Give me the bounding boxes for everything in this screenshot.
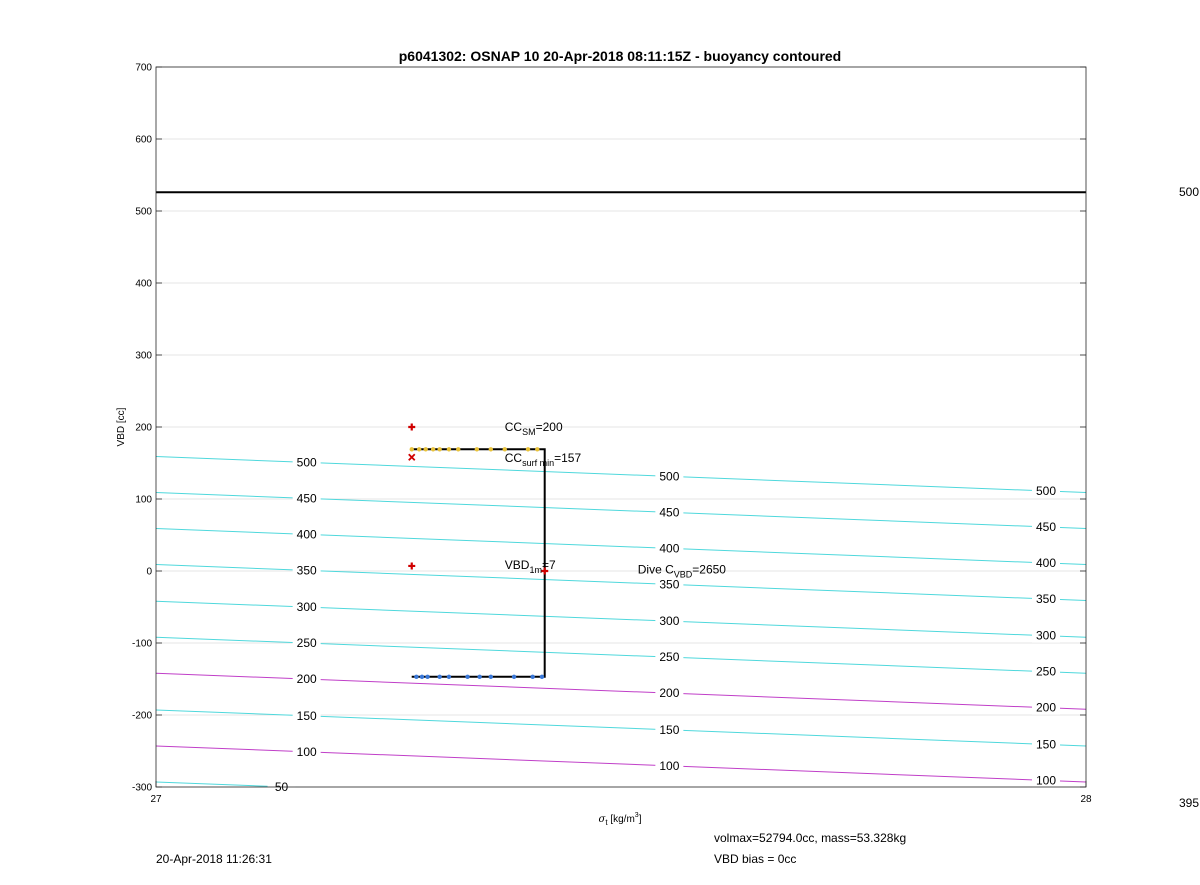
- contour-label: 100: [296, 744, 317, 759]
- contour-label: 450: [659, 505, 680, 520]
- y-tick-label: -300: [131, 782, 152, 794]
- y-tick-label: 600: [135, 134, 152, 146]
- x-axis-label: $\sigma_t$ $[kg/m^3]$: [598, 812, 642, 827]
- annotation-main: CC: [504, 450, 523, 465]
- contour-label: 250: [1035, 664, 1057, 679]
- contour-label: 200: [659, 686, 680, 701]
- contour-label: 50: [274, 779, 289, 794]
- surface-point: [526, 447, 530, 451]
- deep-point: [437, 675, 441, 679]
- contour-label: 350: [659, 577, 680, 592]
- y-tick-label: -200: [131, 710, 152, 722]
- x-tick-label: 28: [1080, 794, 1092, 805]
- contour-label: 300: [659, 614, 680, 629]
- contour-label: 400: [659, 541, 680, 556]
- contour-label: 200: [296, 672, 317, 687]
- annotations: [505, 420, 727, 580]
- deep-point: [530, 675, 534, 679]
- surface-point: [410, 447, 414, 451]
- deep-point: [489, 675, 493, 679]
- annotation: [505, 420, 563, 437]
- contour-label: 400: [1035, 555, 1057, 570]
- contour-label: 250: [296, 636, 317, 651]
- footer-volmax: volmax=52794.0cc, mass=53.328kg: [714, 831, 907, 845]
- deep-point: [414, 675, 418, 679]
- annotation: [505, 558, 556, 575]
- annotation-sub: SM: [522, 427, 536, 437]
- contour-label: 150: [296, 708, 317, 723]
- annotation-main: VBD: [504, 558, 530, 573]
- annotation-main: CC: [504, 420, 523, 434]
- y-tick-label: 200: [135, 422, 152, 434]
- contour-label: 350: [296, 563, 317, 578]
- surface-point: [475, 447, 479, 451]
- cross-marker: [409, 454, 415, 460]
- footer-bias: VBD bias = 0cc: [714, 852, 797, 866]
- y-tick-label: 400: [135, 278, 152, 290]
- surface-point: [431, 447, 435, 451]
- surface-point: [489, 447, 493, 451]
- deep-point: [477, 675, 481, 679]
- deep-point: [540, 675, 544, 679]
- annotation-value: =200: [535, 420, 563, 434]
- y-tick-label: -100: [131, 638, 152, 650]
- axes: [132, 63, 1092, 806]
- contour-label: 350: [1035, 591, 1057, 606]
- surface-point: [437, 447, 441, 451]
- contour-label: 500: [1035, 483, 1057, 498]
- annotation-sub: surf min: [522, 457, 555, 468]
- annotation-value: =157: [554, 450, 582, 465]
- surface-point: [456, 447, 460, 451]
- plus-marker: [408, 424, 415, 431]
- annotation: [638, 563, 727, 580]
- right-edge-label-bottom: 395: [1178, 796, 1199, 810]
- deep-point: [447, 675, 451, 679]
- contour-label: 250: [659, 650, 680, 665]
- x-tick-label: 27: [150, 794, 162, 805]
- contour-label: 500: [296, 455, 317, 470]
- contour-label: 400: [296, 527, 317, 542]
- surface-point: [535, 447, 539, 451]
- surface-point: [424, 447, 428, 451]
- annotation: [505, 451, 582, 468]
- annotation-sub: VBD: [673, 569, 693, 580]
- contour-label: 450: [296, 491, 317, 506]
- deep-point: [420, 675, 424, 679]
- y-tick-label: 300: [135, 350, 152, 362]
- surface-point: [447, 447, 451, 451]
- footer-timestamp: 20-Apr-2018 11:26:31: [156, 852, 272, 866]
- y-tick-label: 100: [135, 494, 152, 506]
- contour-label: 200: [1035, 700, 1057, 715]
- contour-label: 150: [1035, 737, 1057, 752]
- contour-label: 150: [659, 722, 680, 737]
- right-edge-label-top: 500: [1178, 185, 1199, 199]
- annotation-value: =2650: [692, 562, 726, 577]
- y-tick-label: 500: [135, 206, 152, 218]
- surface-point: [417, 447, 421, 451]
- contour-label: 500: [659, 469, 680, 484]
- y-axis-label: VBD [cc]: [116, 407, 127, 447]
- annotation-main: Dive C: [637, 562, 674, 577]
- y-tick-label: 700: [135, 62, 152, 74]
- contour-label: 300: [296, 600, 317, 615]
- y-tick-label: 0: [146, 566, 152, 578]
- contour-label: 450: [1035, 519, 1057, 534]
- contour-labels: [268, 455, 1060, 793]
- annotation-value: =7: [541, 558, 556, 573]
- plus-marker: [408, 562, 415, 569]
- contour-label: 300: [1035, 628, 1057, 643]
- contour-label: 100: [659, 758, 680, 773]
- annotation-sub: 1m: [529, 565, 542, 576]
- deep-point: [512, 675, 516, 679]
- chart-title: p6041302: OSNAP 10 20-Apr-2018 08:11:15Z - buoyancy contoured: [398, 48, 842, 64]
- contour-label: 100: [1035, 773, 1057, 788]
- deep-point: [465, 675, 469, 679]
- deep-point: [425, 675, 429, 679]
